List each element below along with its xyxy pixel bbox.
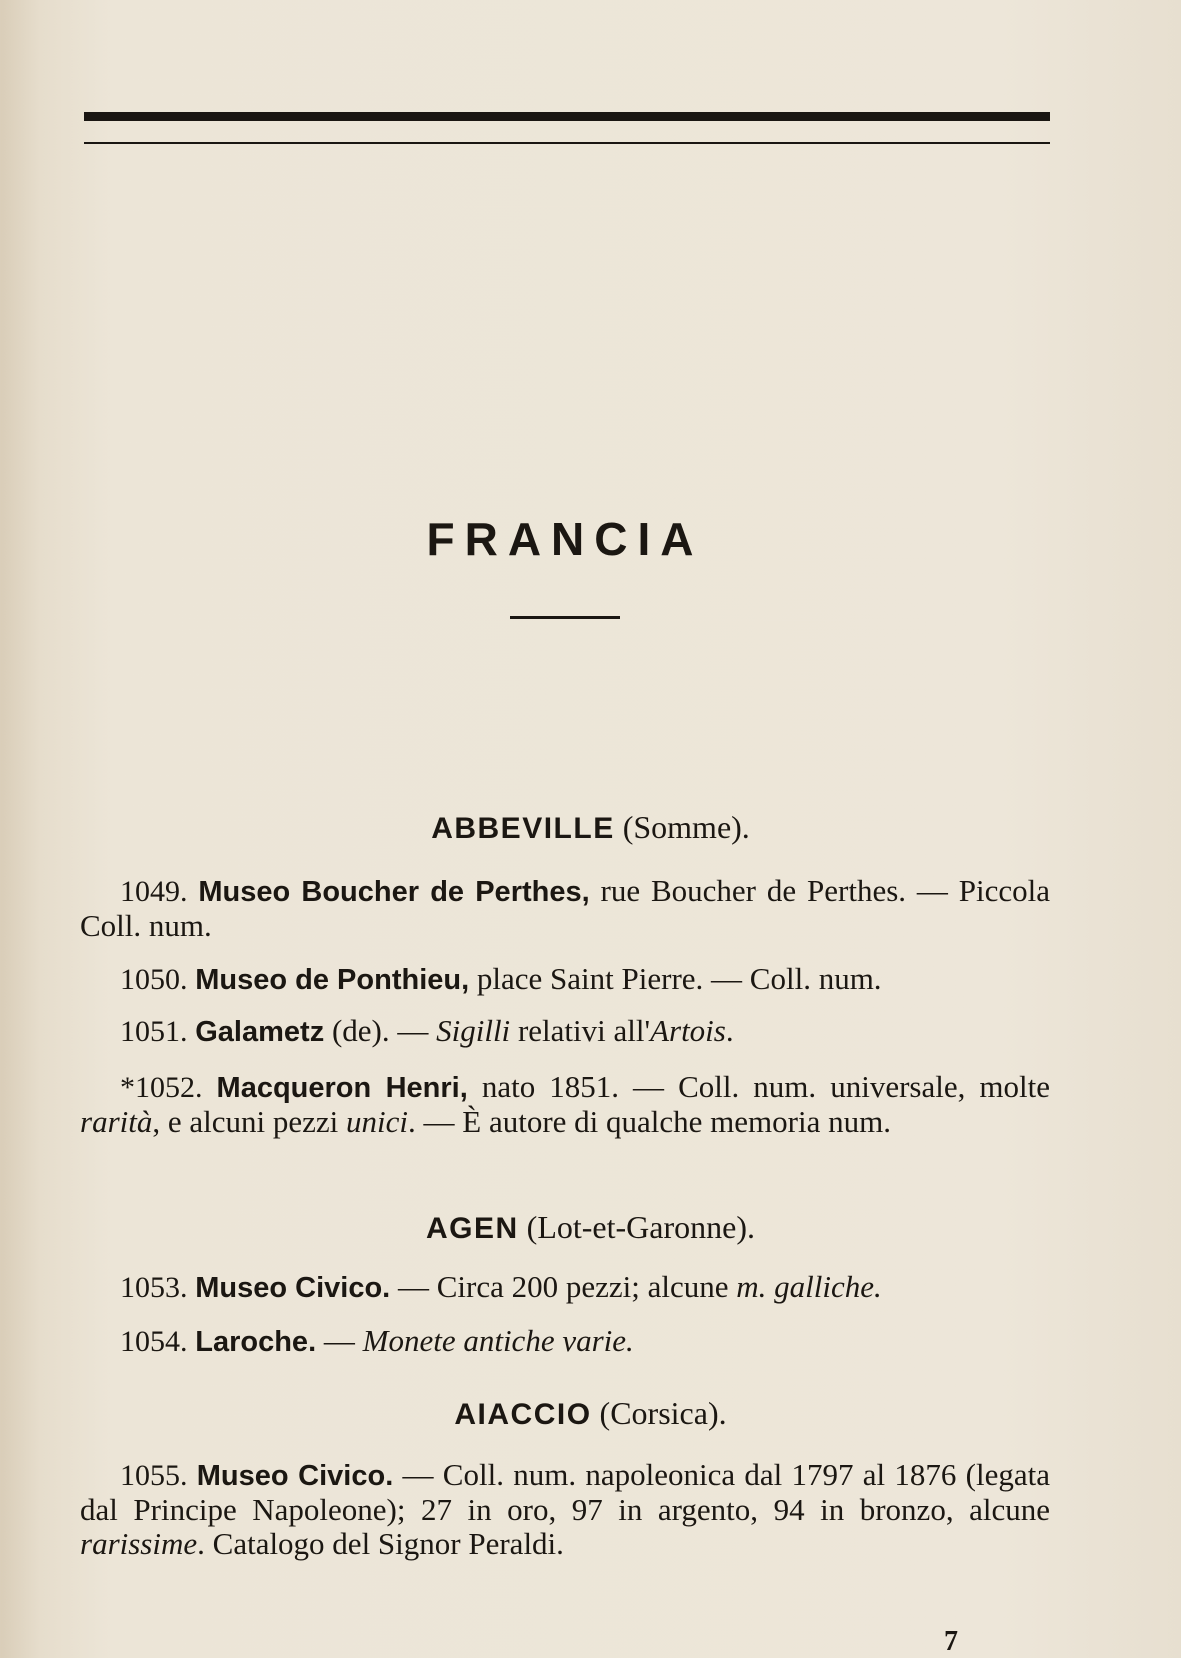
- entry-number: 1050.: [120, 963, 188, 996]
- title-dash: [510, 616, 620, 619]
- section-region: (Corsica).: [599, 1395, 727, 1431]
- section-place: AIACCIO: [454, 1398, 592, 1431]
- entry-text: (de). —: [324, 1013, 437, 1048]
- entry-1055: [80, 1458, 1050, 1561]
- entry-italic: Monete antiche varie.: [362, 1323, 634, 1358]
- entry-1051: [80, 1014, 1050, 1049]
- entry-number: 1049.: [120, 875, 188, 908]
- entry-number: 1055.: [120, 1459, 188, 1492]
- entry-italic: rarità: [80, 1104, 153, 1139]
- entry-text: , e alcuni pezzi: [152, 1104, 347, 1139]
- entry-1053: [80, 1270, 1050, 1305]
- entry-1050: [80, 962, 1050, 997]
- entry-number: 1053.: [120, 1271, 188, 1304]
- section-region: (Lot-et-Garonne).: [526, 1209, 755, 1245]
- entry-italic: Sigilli: [436, 1013, 511, 1048]
- entry-name: Museo Civico.: [195, 1272, 391, 1304]
- entry-name: Galametz: [195, 1016, 325, 1048]
- entry-number: 1054.: [120, 1325, 188, 1358]
- top-rule-thick: [84, 112, 1050, 121]
- section-heading-abbeville: [0, 810, 1181, 845]
- entry-name: Museo de Ponthieu,: [195, 964, 470, 996]
- entry-name: Laroche.: [195, 1326, 317, 1358]
- entry-italic: m. galliche.: [736, 1269, 882, 1304]
- top-rule-thin: [84, 142, 1050, 144]
- entry-text: place Saint Pierre. — Coll. num.: [469, 961, 882, 996]
- entry-name: Macqueron Henri,: [216, 1072, 468, 1104]
- entry-text: relativi all': [510, 1013, 651, 1048]
- entry-text: . Catalogo del Signor Peraldi.: [197, 1526, 564, 1561]
- entry-text: .: [725, 1013, 734, 1048]
- entry-text: . — È autore di qualche memoria num.: [408, 1104, 891, 1139]
- entry-italic: unici: [346, 1104, 409, 1139]
- entry-italic: Artois: [650, 1013, 726, 1048]
- entry-1052: [80, 1070, 1050, 1139]
- entry-italic: rarissime: [80, 1526, 198, 1561]
- entry-name: Museo Boucher de Perthes,: [198, 876, 590, 908]
- entry-text: — Coll. num. napoleonica dal 1797 al 1876 (legata dal Principe Napoleone); 27 in oro, 97 in argento, 94 in bronzo, alcune: [80, 1457, 1050, 1527]
- entry-text: rue Boucher de Perthes. — Piccola Coll. num.: [80, 873, 1050, 943]
- section-place: ABBEVILLE: [431, 812, 615, 845]
- entry-text: — Circa 200 pezzi; alcune: [390, 1269, 737, 1304]
- entry-number: 1051.: [120, 1015, 188, 1048]
- entry-name: Museo Civico.: [196, 1460, 394, 1492]
- section-heading-aiaccio: [0, 1396, 1181, 1431]
- page-number: 7: [944, 1626, 958, 1657]
- entry-number: *1052.: [120, 1071, 203, 1104]
- chapter-title: FRANCIA: [426, 513, 704, 565]
- entry-text: nato 1851. — Coll. num. universale, molte: [467, 1069, 1050, 1104]
- section-place: AGEN: [425, 1212, 519, 1245]
- entry-1049: [80, 874, 1050, 943]
- section-heading-agen: [0, 1210, 1181, 1245]
- entry-1054: [80, 1324, 1050, 1359]
- entry-text: —: [316, 1323, 363, 1358]
- section-region: (Somme).: [622, 809, 750, 845]
